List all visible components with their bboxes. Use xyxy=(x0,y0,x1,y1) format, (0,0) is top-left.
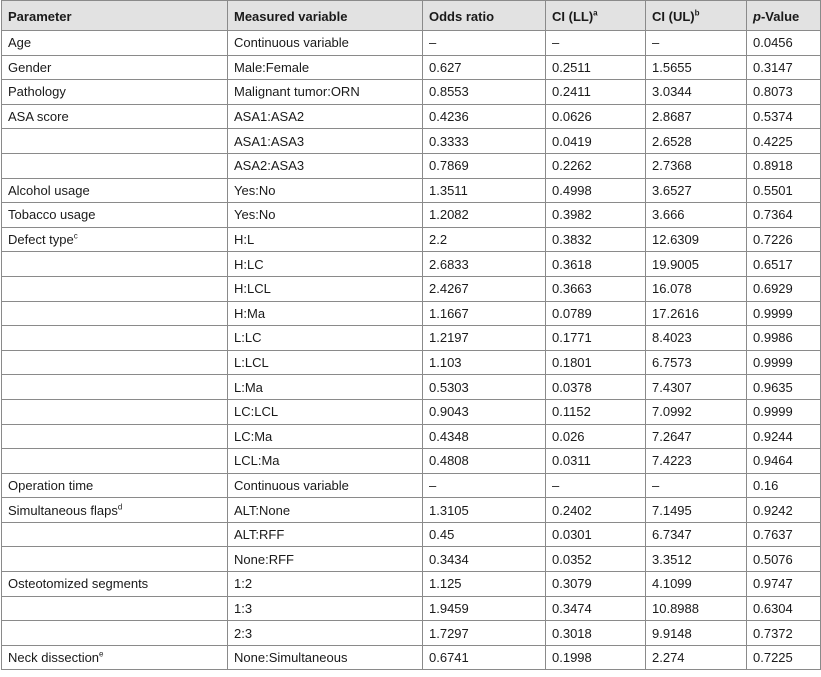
cell-parameter: Tobacco usage xyxy=(2,203,228,228)
cell-ci-ll: 0.2411 xyxy=(546,80,646,105)
cell-parameter: Osteotomized segments xyxy=(2,572,228,597)
cell-p-value: 0.9986 xyxy=(747,326,821,351)
cell-parameter: Alcohol usage xyxy=(2,178,228,203)
cell-ci-ul: 2.7368 xyxy=(646,153,747,178)
cell-odds-ratio: 1.9459 xyxy=(423,596,546,621)
cell-parameter xyxy=(2,301,228,326)
cell-measured-variable: ASA1:ASA3 xyxy=(228,129,423,154)
cell-ci-ul: 2.8687 xyxy=(646,104,747,129)
cell-p-value: 0.9999 xyxy=(747,301,821,326)
cell-measured-variable: ASA2:ASA3 xyxy=(228,153,423,178)
cell-p-value: 0.9747 xyxy=(747,572,821,597)
cell-ci-ll: 0.3079 xyxy=(546,572,646,597)
cell-odds-ratio: 1.125 xyxy=(423,572,546,597)
cell-ci-ul: 3.0344 xyxy=(646,80,747,105)
cell-ci-ll: 0.3474 xyxy=(546,596,646,621)
cell-ci-ul: – xyxy=(646,473,747,498)
cell-parameter xyxy=(2,621,228,646)
cell-parameter: Age xyxy=(2,31,228,56)
cell-parameter xyxy=(2,424,228,449)
cell-ci-ll: 0.0789 xyxy=(546,301,646,326)
cell-measured-variable: Male:Female xyxy=(228,55,423,80)
cell-p-value: 0.6304 xyxy=(747,596,821,621)
cell-odds-ratio: 2.2 xyxy=(423,227,546,252)
table-row xyxy=(2,449,821,474)
cell-parameter: Pathology xyxy=(2,80,228,105)
table-row xyxy=(2,252,821,277)
cell-measured-variable: ALT:None xyxy=(228,498,423,523)
table-row xyxy=(2,645,821,670)
cell-ci-ll: – xyxy=(546,31,646,56)
cell-odds-ratio: 0.4808 xyxy=(423,449,546,474)
cell-ci-ul: 4.1099 xyxy=(646,572,747,597)
cell-parameter xyxy=(2,449,228,474)
table-row xyxy=(2,424,821,449)
cell-p-value: 0.8918 xyxy=(747,153,821,178)
cell-measured-variable: H:LCL xyxy=(228,276,423,301)
cell-ci-ul: 3.6527 xyxy=(646,178,747,203)
cell-p-value: 0.9999 xyxy=(747,399,821,424)
cell-ci-ll: 0.0626 xyxy=(546,104,646,129)
cell-odds-ratio: 1.3105 xyxy=(423,498,546,523)
cell-ci-ll: 0.0419 xyxy=(546,129,646,154)
cell-parameter xyxy=(2,375,228,400)
cell-measured-variable: 1:3 xyxy=(228,596,423,621)
cell-ci-ll: 0.1152 xyxy=(546,399,646,424)
cell-odds-ratio: 1.7297 xyxy=(423,621,546,646)
cell-measured-variable: ASA1:ASA2 xyxy=(228,104,423,129)
header-row xyxy=(2,1,821,31)
cell-ci-ul: 17.2616 xyxy=(646,301,747,326)
cell-p-value: 0.6929 xyxy=(747,276,821,301)
cell-ci-ll: 0.3618 xyxy=(546,252,646,277)
cell-odds-ratio: 0.5303 xyxy=(423,375,546,400)
cell-parameter: Defect type$^c$ xyxy=(2,227,228,252)
table-row xyxy=(2,596,821,621)
cell-measured-variable: Yes:No xyxy=(228,178,423,203)
cell-parameter: Operation time xyxy=(2,473,228,498)
cell-odds-ratio: 0.7869 xyxy=(423,153,546,178)
cell-ci-ll: 0.0301 xyxy=(546,522,646,547)
cell-p-value: 0.8073 xyxy=(747,80,821,105)
footnote-marker: d xyxy=(117,502,123,512)
table-row xyxy=(2,572,821,597)
cell-parameter xyxy=(2,399,228,424)
cell-odds-ratio: – xyxy=(423,31,546,56)
cell-p-value: 0.5374 xyxy=(747,104,821,129)
cell-ci-ll: 0.4998 xyxy=(546,178,646,203)
cell-measured-variable: LC:LCL xyxy=(228,399,423,424)
table-row xyxy=(2,129,821,154)
cell-ci-ul: 3.666 xyxy=(646,203,747,228)
cell-ci-ll: 0.3982 xyxy=(546,203,646,228)
cell-ci-ll: 0.1771 xyxy=(546,326,646,351)
cell-ci-ll: 0.3832 xyxy=(546,227,646,252)
cell-ci-ll: 0.1998 xyxy=(546,645,646,670)
cell-p-value: 0.7225 xyxy=(747,645,821,670)
cell-odds-ratio: 0.9043 xyxy=(423,399,546,424)
cell-ci-ul: 8.4023 xyxy=(646,326,747,351)
cell-p-value: 0.5501 xyxy=(747,178,821,203)
table-row xyxy=(2,350,821,375)
cell-p-value: 0.9999 xyxy=(747,350,821,375)
cell-ci-ul: 3.3512 xyxy=(646,547,747,572)
cell-p-value: 0.9242 xyxy=(747,498,821,523)
cell-measured-variable: H:Ma xyxy=(228,301,423,326)
cell-p-value: 0.9635 xyxy=(747,375,821,400)
cell-parameter xyxy=(2,522,228,547)
cell-p-value: 0.0456 xyxy=(747,31,821,56)
table-body xyxy=(2,31,821,670)
cell-measured-variable: None:RFF xyxy=(228,547,423,572)
cell-parameter xyxy=(2,153,228,178)
cell-parameter: Gender xyxy=(2,55,228,80)
cell-p-value: 0.7637 xyxy=(747,522,821,547)
table-row xyxy=(2,522,821,547)
header-measured-variable: Measured variable xyxy=(228,1,423,31)
cell-ci-ll: 0.3018 xyxy=(546,621,646,646)
footnote-marker: b xyxy=(694,8,700,18)
footnote-marker: a xyxy=(593,8,598,18)
cell-odds-ratio: 0.45 xyxy=(423,522,546,547)
cell-ci-ll: 0.1801 xyxy=(546,350,646,375)
cell-parameter: ASA score xyxy=(2,104,228,129)
cell-p-value: 0.9464 xyxy=(747,449,821,474)
cell-measured-variable: H:L xyxy=(228,227,423,252)
cell-measured-variable: LC:Ma xyxy=(228,424,423,449)
header-parameter: Parameter xyxy=(2,1,228,31)
cell-ci-ll: – xyxy=(546,473,646,498)
cell-ci-ll: 0.2262 xyxy=(546,153,646,178)
cell-odds-ratio: 1.1667 xyxy=(423,301,546,326)
table-row xyxy=(2,399,821,424)
cell-measured-variable: Continuous variable xyxy=(228,31,423,56)
footnote-marker: c xyxy=(73,231,78,241)
table-row xyxy=(2,153,821,178)
table-row xyxy=(2,301,821,326)
cell-ci-ll: 0.3663 xyxy=(546,276,646,301)
cell-odds-ratio: 0.627 xyxy=(423,55,546,80)
footnote-marker: e xyxy=(99,649,104,659)
cell-ci-ll: 0.2402 xyxy=(546,498,646,523)
cell-measured-variable: Yes:No xyxy=(228,203,423,228)
cell-ci-ll: 0.0352 xyxy=(546,547,646,572)
cell-ci-ul: 7.4223 xyxy=(646,449,747,474)
cell-odds-ratio: 0.6741 xyxy=(423,645,546,670)
cell-p-value: 0.9244 xyxy=(747,424,821,449)
cell-odds-ratio: 1.3511 xyxy=(423,178,546,203)
cell-ci-ul: 7.1495 xyxy=(646,498,747,523)
cell-p-value: 0.6517 xyxy=(747,252,821,277)
cell-odds-ratio: 1.2197 xyxy=(423,326,546,351)
cell-parameter xyxy=(2,276,228,301)
table-row xyxy=(2,621,821,646)
cell-p-value: 0.7364 xyxy=(747,203,821,228)
cell-ci-ul: – xyxy=(646,31,747,56)
cell-odds-ratio: 2.4267 xyxy=(423,276,546,301)
cell-ci-ll: 0.2511 xyxy=(546,55,646,80)
odds-ratio-table xyxy=(1,0,821,670)
header-ci-ul: CI (UL)$^b$ xyxy=(646,1,747,31)
cell-measured-variable: Malignant tumor:ORN xyxy=(228,80,423,105)
cell-parameter xyxy=(2,129,228,154)
cell-measured-variable: None:Simultaneous xyxy=(228,645,423,670)
cell-odds-ratio: 0.4348 xyxy=(423,424,546,449)
cell-parameter xyxy=(2,547,228,572)
cell-ci-ul: 2.274 xyxy=(646,645,747,670)
cell-odds-ratio: 0.4236 xyxy=(423,104,546,129)
cell-ci-ul: 7.2647 xyxy=(646,424,747,449)
table-row xyxy=(2,178,821,203)
cell-p-value: 0.7372 xyxy=(747,621,821,646)
cell-parameter: Simultaneous flaps$^d$ xyxy=(2,498,228,523)
cell-odds-ratio: 0.8553 xyxy=(423,80,546,105)
cell-ci-ul: 19.9005 xyxy=(646,252,747,277)
cell-odds-ratio: 0.3434 xyxy=(423,547,546,572)
cell-parameter xyxy=(2,252,228,277)
cell-measured-variable: L:LC xyxy=(228,326,423,351)
table-row xyxy=(2,473,821,498)
cell-p-value: 0.3147 xyxy=(747,55,821,80)
cell-odds-ratio: 1.103 xyxy=(423,350,546,375)
cell-measured-variable: 1:2 xyxy=(228,572,423,597)
table-row xyxy=(2,31,821,56)
cell-p-value: 0.5076 xyxy=(747,547,821,572)
cell-measured-variable: L:Ma xyxy=(228,375,423,400)
cell-parameter xyxy=(2,326,228,351)
cell-ci-ul: 16.078 xyxy=(646,276,747,301)
cell-ci-ul: 12.6309 xyxy=(646,227,747,252)
cell-ci-ll: 0.0311 xyxy=(546,449,646,474)
cell-measured-variable: 2:3 xyxy=(228,621,423,646)
table-row xyxy=(2,326,821,351)
cell-measured-variable: Continuous variable xyxy=(228,473,423,498)
cell-odds-ratio: 0.3333 xyxy=(423,129,546,154)
cell-measured-variable: ALT:RFF xyxy=(228,522,423,547)
cell-measured-variable: LCL:Ma xyxy=(228,449,423,474)
table-row xyxy=(2,104,821,129)
cell-p-value: 0.7226 xyxy=(747,227,821,252)
table-row xyxy=(2,80,821,105)
cell-ci-ul: 10.8988 xyxy=(646,596,747,621)
header-ci-ll: CI (LL)$^a$ xyxy=(546,1,646,31)
cell-odds-ratio: – xyxy=(423,473,546,498)
cell-ci-ul: 7.0992 xyxy=(646,399,747,424)
header-odds-ratio: Odds ratio xyxy=(423,1,546,31)
table-row xyxy=(2,227,821,252)
cell-p-value: 0.4225 xyxy=(747,129,821,154)
cell-p-value: 0.16 xyxy=(747,473,821,498)
table-row xyxy=(2,276,821,301)
header-p-value: p-Value xyxy=(747,1,821,31)
cell-ci-ll: 0.0378 xyxy=(546,375,646,400)
table-row xyxy=(2,203,821,228)
cell-ci-ul: 9.9148 xyxy=(646,621,747,646)
table-row xyxy=(2,498,821,523)
cell-ci-ll: 0.026 xyxy=(546,424,646,449)
table-row xyxy=(2,547,821,572)
cell-ci-ul: 6.7347 xyxy=(646,522,747,547)
cell-ci-ul: 1.5655 xyxy=(646,55,747,80)
cell-parameter: Neck dissection$^e$ xyxy=(2,645,228,670)
table-row xyxy=(2,55,821,80)
cell-ci-ul: 6.7573 xyxy=(646,350,747,375)
cell-odds-ratio: 1.2082 xyxy=(423,203,546,228)
cell-ci-ul: 7.4307 xyxy=(646,375,747,400)
cell-parameter xyxy=(2,596,228,621)
cell-measured-variable: L:LCL xyxy=(228,350,423,375)
cell-ci-ul: 2.6528 xyxy=(646,129,747,154)
cell-parameter xyxy=(2,350,228,375)
cell-measured-variable: H:LC xyxy=(228,252,423,277)
cell-odds-ratio: 2.6833 xyxy=(423,252,546,277)
table-row xyxy=(2,375,821,400)
